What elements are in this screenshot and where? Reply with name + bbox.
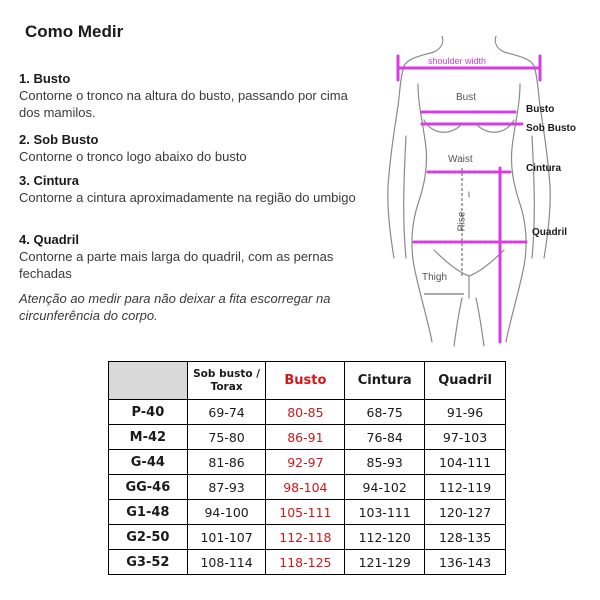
sob-busto-cell: 75-80 [187, 425, 266, 450]
instruction-cintura [19, 172, 364, 206]
quadril-cell: 97-103 [425, 425, 506, 450]
table-row [109, 400, 506, 425]
size-cell: G-44 [109, 450, 188, 475]
size-cell: P-40 [109, 400, 188, 425]
quadril-cell: 128-135 [425, 525, 506, 550]
side-label-cintura: Cintura [526, 163, 561, 174]
cintura-cell: 112-120 [345, 525, 425, 550]
instruction-text: Contorne a cintura aproximadamente na região do umbigo [19, 190, 356, 205]
busto-cell: 92-97 [266, 450, 345, 475]
table-row [109, 425, 506, 450]
sob-busto-cell: 87-93 [187, 475, 266, 500]
cintura-cell: 76-84 [345, 425, 425, 450]
table-header-sob-busto: Sob busto / Torax [187, 362, 266, 400]
size-table [108, 361, 506, 575]
size-cell: G3-52 [109, 550, 188, 575]
quadril-cell: 112-119 [425, 475, 506, 500]
table-row [109, 450, 506, 475]
waist-label: Waist [448, 154, 473, 165]
size-cell: G2-50 [109, 525, 188, 550]
cintura-cell: 68-75 [345, 400, 425, 425]
thigh-label: Thigh [422, 272, 448, 283]
busto-cell: 105-111 [266, 500, 345, 525]
side-label-quadril: Quadril [532, 227, 568, 238]
instruction-quadril [19, 231, 364, 282]
shoulder-width-label: shoulder width [428, 56, 487, 66]
side-label-busto: Busto [526, 104, 555, 115]
instruction-heading: 3. Cintura [19, 173, 79, 188]
cintura-cell: 121-129 [345, 550, 425, 575]
cintura-cell: 94-102 [345, 475, 425, 500]
table-header-busto: Busto [266, 362, 345, 400]
table-row [109, 475, 506, 500]
cintura-cell: 103-111 [345, 500, 425, 525]
measurement-note: Atenção ao medir para não deixar a fita escorregar na circunferência do corpo. [19, 291, 331, 323]
quadril-cell: 91-96 [425, 400, 506, 425]
sob-busto-cell: 81-86 [187, 450, 266, 475]
bust-label: Bust [456, 92, 477, 103]
instruction-busto [19, 70, 364, 121]
sob-busto-cell: 94-100 [187, 500, 266, 525]
table-header-cintura: Cintura [345, 362, 425, 400]
instruction-sob-busto [19, 131, 364, 165]
body-silhouette [384, 36, 554, 348]
cintura-cell: 85-93 [345, 450, 425, 475]
table-header-size [109, 362, 188, 400]
busto-cell: 112-118 [266, 525, 345, 550]
rise-label: Rise [456, 211, 468, 232]
instruction-text: Contorne o tronco na altura do busto, passando por cima dos mamilos. [19, 88, 348, 120]
table-row [109, 550, 506, 575]
busto-cell: 98-104 [266, 475, 345, 500]
sob-busto-cell: 69-74 [187, 400, 266, 425]
body-figure [384, 36, 554, 353]
instruction-heading: 2. Sob Busto [19, 132, 99, 147]
table-row [109, 525, 506, 550]
quadril-cell: 120-127 [425, 500, 506, 525]
sob-busto-cell: 108-114 [187, 550, 266, 575]
instruction-heading: 4. Quadril [19, 232, 79, 247]
page-title: Como Medir [25, 22, 124, 41]
instruction-text: Contorne a parte mais larga do quadril, com as pernas fechadas [19, 249, 334, 281]
side-label-sob-busto: Sob Busto [526, 123, 576, 134]
busto-cell: 86-91 [266, 425, 345, 450]
instruction-text: Contorne o tronco logo abaixo do busto [19, 149, 247, 164]
table-header-quadril: Quadril [425, 362, 506, 400]
size-cell: M-42 [109, 425, 188, 450]
busto-cell: 80-85 [266, 400, 345, 425]
size-cell: GG-46 [109, 475, 188, 500]
instruction-heading: 1. Busto [19, 71, 71, 86]
busto-cell: 118-125 [266, 550, 345, 575]
sob-busto-cell: 101-107 [187, 525, 266, 550]
quadril-cell: 104-111 [425, 450, 506, 475]
size-cell: G1-48 [109, 500, 188, 525]
table-row [109, 500, 506, 525]
table-header-row [109, 362, 506, 400]
quadril-cell: 136-143 [425, 550, 506, 575]
